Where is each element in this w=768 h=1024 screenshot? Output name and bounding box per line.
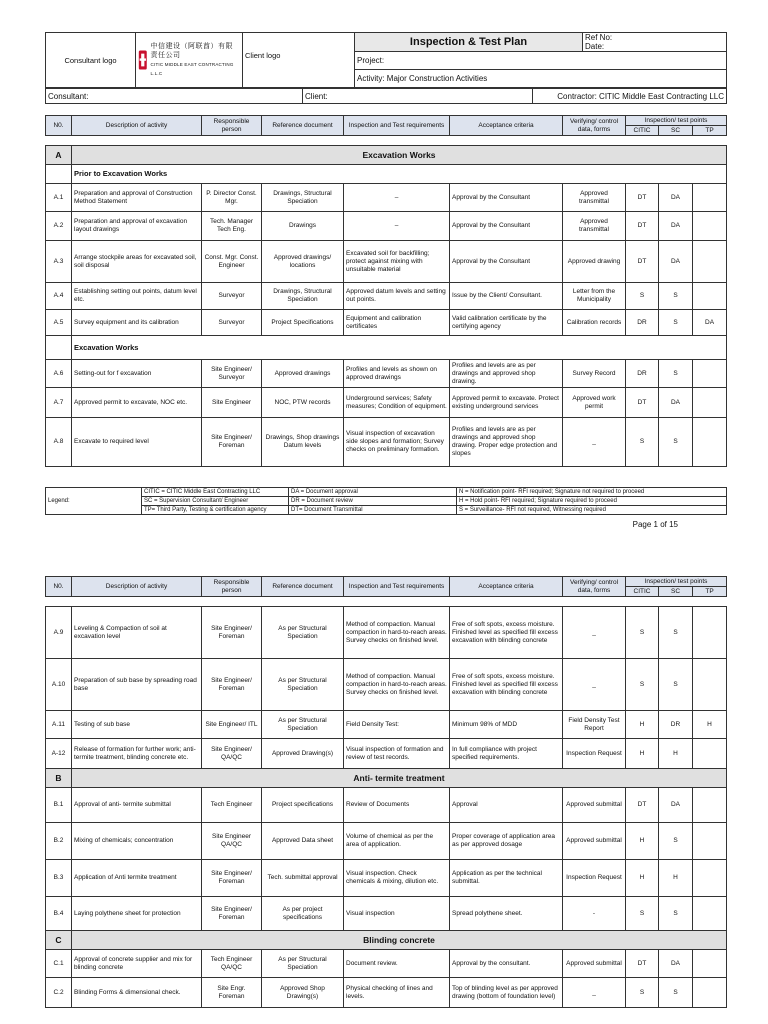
row-insp: Visual inspection. Check chemicals & mixing, dilution etc. bbox=[344, 860, 450, 897]
row-ref: As per Structural Speciation bbox=[262, 607, 344, 659]
table-row bbox=[46, 184, 727, 212]
row-citic: S bbox=[626, 283, 659, 310]
table-row bbox=[46, 823, 727, 860]
row-ref: As per Structural Speciation bbox=[262, 950, 344, 978]
row-desc: Preparation and approval of Construction Method Statement bbox=[72, 184, 202, 212]
row-no: C.1 bbox=[46, 950, 72, 978]
row-no: A.4 bbox=[46, 283, 72, 310]
table-row bbox=[46, 711, 727, 739]
row-ver: Approved transmittal bbox=[563, 184, 626, 212]
legend-item: TP= Third Party, Testing & certification agency bbox=[142, 506, 289, 515]
legend-item: DT= Document Transmittal bbox=[289, 506, 457, 515]
section-code: C bbox=[46, 931, 72, 950]
row-tp bbox=[693, 659, 727, 711]
row-tp bbox=[693, 897, 727, 931]
row-sc: DA bbox=[659, 788, 693, 823]
row-sc: S bbox=[659, 283, 693, 310]
row-no: B.3 bbox=[46, 860, 72, 897]
table-row bbox=[46, 388, 727, 418]
row-citic: H bbox=[626, 823, 659, 860]
row-no: A.2 bbox=[46, 212, 72, 241]
row-ver: Approved submittal bbox=[563, 788, 626, 823]
row-acc: Application as per the technical submittal. bbox=[450, 860, 563, 897]
row-acc: Proper coverage of application area as per approved dosage bbox=[450, 823, 563, 860]
consultant-label: Consultant: bbox=[46, 89, 303, 104]
row-desc: Survey equipment and its calibration bbox=[72, 310, 202, 336]
row-ref: As per project specifications bbox=[262, 897, 344, 931]
row-insp: Method of compaction. Manual compaction in hard-to-reach areas. Survey checks on finished level. bbox=[344, 607, 450, 659]
row-resp: Site Engineer/ Surveyor bbox=[202, 360, 262, 388]
row-ver: Approved submittal bbox=[563, 823, 626, 860]
table-row bbox=[46, 788, 727, 823]
table-row bbox=[46, 310, 727, 336]
row-citic: DT bbox=[626, 788, 659, 823]
col-citic: CITIC bbox=[626, 587, 659, 597]
row-desc: Setting-out for f excavation bbox=[72, 360, 202, 388]
consultant-logo: Consultant logo bbox=[46, 33, 136, 88]
row-sc: S bbox=[659, 418, 693, 467]
row-resp: Site Engineer/ Foreman bbox=[202, 607, 262, 659]
section-code: B bbox=[46, 769, 72, 788]
row-ref: Approved Drawing(s) bbox=[262, 739, 344, 769]
row-resp: Surveyor bbox=[202, 283, 262, 310]
col-inspection: Inspection and Test requirements bbox=[344, 577, 450, 597]
col-responsible: Responsible person bbox=[202, 116, 262, 136]
row-no: B.4 bbox=[46, 897, 72, 931]
row-insp: Document review. bbox=[344, 950, 450, 978]
row-ref: Drawings bbox=[262, 212, 344, 241]
date-label: Date: bbox=[585, 42, 605, 51]
row-citic: S bbox=[626, 659, 659, 711]
row-citic: H bbox=[626, 711, 659, 739]
row-no: A.3 bbox=[46, 241, 72, 283]
row-desc: Laying polythene sheet for protection bbox=[72, 897, 202, 931]
row-acc: Valid calibration certificate by the certifying agency bbox=[450, 310, 563, 336]
row-desc: Leveling & Compaction of soil at excavation level bbox=[72, 607, 202, 659]
row-insp: Method of compaction. Manual compaction in hard-to-reach areas. Survey checks on finished level. bbox=[344, 659, 450, 711]
row-no: A.10 bbox=[46, 659, 72, 711]
col-verifying: Verifying/ control data, forms bbox=[563, 577, 626, 597]
row-desc: Blinding Forms & dimensional check. bbox=[72, 978, 202, 1008]
row-acc: Approval by the consultant. bbox=[450, 950, 563, 978]
row-desc: Testing of sub base bbox=[72, 711, 202, 739]
table-row bbox=[46, 950, 727, 978]
row-citic: DT bbox=[626, 212, 659, 241]
row-ver: Field Density Test Report bbox=[563, 711, 626, 739]
row-no: A.11 bbox=[46, 711, 72, 739]
subsection-row bbox=[46, 336, 727, 360]
row-no: B.2 bbox=[46, 823, 72, 860]
legend-label: Legend: bbox=[46, 488, 142, 515]
citic-logo bbox=[136, 33, 243, 88]
col-responsible: Responsible person bbox=[202, 577, 262, 597]
row-insp: Visual inspection of formation and review of test records. bbox=[344, 739, 450, 769]
itp-table-page1 bbox=[45, 145, 727, 467]
row-tp bbox=[693, 184, 727, 212]
col-tp: TP bbox=[693, 126, 727, 136]
table-row bbox=[46, 739, 727, 769]
subsection-row bbox=[46, 165, 727, 184]
row-insp: Visual inspection of excavation side slopes and formation; Survey checks on preliminary formation. bbox=[344, 418, 450, 467]
row-ref: Approved Shop Drawing(s) bbox=[262, 978, 344, 1008]
row-sc: S bbox=[659, 823, 693, 860]
row-ver: _ bbox=[563, 418, 626, 467]
row-tp bbox=[693, 860, 727, 897]
row-ver: Calibration records bbox=[563, 310, 626, 336]
row-tp bbox=[693, 788, 727, 823]
row-desc: Preparation and approval of excavation layout drawings bbox=[72, 212, 202, 241]
row-insp: Field Density Test: bbox=[344, 711, 450, 739]
row-insp: Equipment and calibration certificates bbox=[344, 310, 450, 336]
row-resp: Const. Mgr. Const. Engineer bbox=[202, 241, 262, 283]
row-sc: DA bbox=[659, 388, 693, 418]
row-tp bbox=[693, 950, 727, 978]
row-resp: Site Engineer/ QA/QC bbox=[202, 739, 262, 769]
row-citic: DR bbox=[626, 310, 659, 336]
row-tp bbox=[693, 607, 727, 659]
row-ref: Tech. submittal approval bbox=[262, 860, 344, 897]
col-sc: SC bbox=[659, 587, 693, 597]
row-citic: S bbox=[626, 897, 659, 931]
row-acc: Free of soft spots, excess moisture. Finished level as specified fill excess excavation with blinding concrete bbox=[450, 607, 563, 659]
row-citic: H bbox=[626, 739, 659, 769]
row-sc: S bbox=[659, 360, 693, 388]
row-desc: Mixing of chemicals; concentration bbox=[72, 823, 202, 860]
row-no: A.9 bbox=[46, 607, 72, 659]
row-no: A-12 bbox=[46, 739, 72, 769]
row-citic: DT bbox=[626, 950, 659, 978]
table-row bbox=[46, 283, 727, 310]
row-tp bbox=[693, 978, 727, 1008]
row-resp: Site Engineer bbox=[202, 388, 262, 418]
row-ver: _ bbox=[563, 659, 626, 711]
row-tp bbox=[693, 212, 727, 241]
row-ref: NOC, PTW records bbox=[262, 388, 344, 418]
row-tp: DA bbox=[693, 310, 727, 336]
company-name-cn: 中信建设（阿联酋）有限责任公司 bbox=[150, 43, 234, 59]
legend-item: CITIC = CITIC Middle East Contracting LLC bbox=[142, 488, 289, 497]
row-sc: DA bbox=[659, 184, 693, 212]
row-acc: Spread polythene sheet. bbox=[450, 897, 563, 931]
legend-item: N = Notification point- RFI required; Signature not required to proceed bbox=[457, 488, 727, 497]
legend-item: DR = Document review bbox=[289, 497, 457, 506]
row-sc: DA bbox=[659, 212, 693, 241]
row-desc: Establishing setting out points, datum level etc. bbox=[72, 283, 202, 310]
row-sc: DR bbox=[659, 711, 693, 739]
row-acc: Profiles and levels are as per drawings and approved shop drawing. bbox=[450, 360, 563, 388]
row-ver: Approved transmittal bbox=[563, 212, 626, 241]
col-points: Inspection/ test points bbox=[626, 577, 727, 587]
row-no: A.7 bbox=[46, 388, 72, 418]
row-resp: Site Engineer QA/QC bbox=[202, 823, 262, 860]
column-header bbox=[45, 115, 727, 136]
row-resp: Site Engineer/ Foreman bbox=[202, 659, 262, 711]
row-ref: Approved drawings/ locations bbox=[262, 241, 344, 283]
col-acceptance: Acceptance criteria bbox=[450, 116, 563, 136]
row-acc: Minimum 98% of MDD bbox=[450, 711, 563, 739]
row-ref: As per Structural Speciation bbox=[262, 711, 344, 739]
col-reference: Reference document bbox=[262, 577, 344, 597]
table-row bbox=[46, 418, 727, 467]
page-title: Inspection & Test Plan bbox=[355, 33, 583, 52]
row-acc: Approval by the Consultant bbox=[450, 212, 563, 241]
row-citic: H bbox=[626, 860, 659, 897]
section-a-row bbox=[46, 146, 727, 165]
col-no: N0. bbox=[46, 577, 72, 597]
citic-logo-icon bbox=[138, 47, 148, 73]
section-title: Anti- termite treatment bbox=[72, 769, 727, 788]
row-insp: Visual inspection bbox=[344, 897, 450, 931]
row-insp: – bbox=[344, 184, 450, 212]
row-ref: Approved Data sheet bbox=[262, 823, 344, 860]
row-acc: In full compliance with project specified requirements. bbox=[450, 739, 563, 769]
col-no: N0. bbox=[46, 116, 72, 136]
row-citic: DT bbox=[626, 241, 659, 283]
row-desc: Release of formation for further work; anti-termite treatment, blinding concrete etc. bbox=[72, 739, 202, 769]
row-resp: Tech. Manager Tech Eng. bbox=[202, 212, 262, 241]
row-no: C.2 bbox=[46, 978, 72, 1008]
ref-no-label: Ref No: bbox=[585, 33, 613, 42]
row-resp: Site Engineer/ ITL bbox=[202, 711, 262, 739]
row-citic: S bbox=[626, 978, 659, 1008]
row-citic: DT bbox=[626, 184, 659, 212]
legend-item: DA = Document approval bbox=[289, 488, 457, 497]
row-ver: - bbox=[563, 897, 626, 931]
subsection-title: Excavation Works bbox=[72, 336, 727, 360]
row-ref: As per Structural Speciation bbox=[262, 659, 344, 711]
col-sc: SC bbox=[659, 126, 693, 136]
itp-table-page2 bbox=[45, 606, 727, 1008]
col-reference: Reference document bbox=[262, 116, 344, 136]
row-ref: Approved drawings bbox=[262, 360, 344, 388]
table-row bbox=[46, 978, 727, 1008]
row-tp bbox=[693, 283, 727, 310]
col-points: Inspection/ test points bbox=[626, 116, 727, 126]
row-desc: Application of Anti termite treatment bbox=[72, 860, 202, 897]
row-citic: DT bbox=[626, 388, 659, 418]
row-ver: Approved drawing bbox=[563, 241, 626, 283]
row-ref: Drawings, Structural Speciation bbox=[262, 184, 344, 212]
legend-item: S = Surveillance- RFI not required, Witnessing required bbox=[457, 506, 727, 515]
table-row bbox=[46, 860, 727, 897]
col-description: Description of activity bbox=[72, 116, 202, 136]
contractor-label: Contractor: CITIC Middle East Contracting LLC bbox=[533, 89, 727, 104]
row-resp: Site Engineer/ Foreman bbox=[202, 897, 262, 931]
row-ref: Drawings, Structural Speciation bbox=[262, 283, 344, 310]
row-desc: Arrange stockpile areas for excavated soil, soil disposal bbox=[72, 241, 202, 283]
col-tp: TP bbox=[693, 587, 727, 597]
table-row bbox=[46, 659, 727, 711]
legend-table bbox=[45, 487, 727, 515]
section-title: Excavation Works bbox=[72, 146, 727, 165]
table-row bbox=[46, 212, 727, 241]
row-ver: Approved work permit bbox=[563, 388, 626, 418]
row-resp: Site Engineer/ Foreman bbox=[202, 418, 262, 467]
row-tp: H bbox=[693, 711, 727, 739]
row-resp: Site Engineer/ Foreman bbox=[202, 860, 262, 897]
row-sc: S bbox=[659, 310, 693, 336]
row-tp bbox=[693, 739, 727, 769]
row-desc: Approved permit to excavate, NOC etc. bbox=[72, 388, 202, 418]
row-no: B.1 bbox=[46, 788, 72, 823]
row-sc: DA bbox=[659, 241, 693, 283]
row-tp bbox=[693, 241, 727, 283]
row-acc: Issue by the Client/ Consultant. bbox=[450, 283, 563, 310]
section-c-row bbox=[46, 931, 727, 950]
row-no: A.1 bbox=[46, 184, 72, 212]
row-desc: Excavate to required level bbox=[72, 418, 202, 467]
col-citic: CITIC bbox=[626, 126, 659, 136]
row-sc: S bbox=[659, 897, 693, 931]
row-ver: Inspection Request bbox=[563, 860, 626, 897]
row-insp: – bbox=[344, 212, 450, 241]
row-resp: Tech Engineer bbox=[202, 788, 262, 823]
row-tp bbox=[693, 823, 727, 860]
col-inspection: Inspection and Test requirements bbox=[344, 116, 450, 136]
row-insp: Underground services; Safety measures; Condition of equipment. bbox=[344, 388, 450, 418]
subsection-title: Prior to Excavation Works bbox=[72, 165, 727, 184]
row-ref: Project Specifications bbox=[262, 310, 344, 336]
row-insp: Profiles and levels as shown on approved drawings bbox=[344, 360, 450, 388]
header-table bbox=[45, 32, 727, 88]
row-tp bbox=[693, 360, 727, 388]
row-no: A.5 bbox=[46, 310, 72, 336]
row-no: A.6 bbox=[46, 360, 72, 388]
row-citic: S bbox=[626, 607, 659, 659]
client-logo: Client logo bbox=[243, 33, 355, 88]
row-citic: S bbox=[626, 418, 659, 467]
row-sc: S bbox=[659, 607, 693, 659]
legend-item: H = Hold point- RFI required; Signature required to proceed bbox=[457, 497, 727, 506]
col-acceptance: Acceptance criteria bbox=[450, 577, 563, 597]
row-ver: Letter from the Municipality bbox=[563, 283, 626, 310]
row-insp: Volume of chemical as per the area of application. bbox=[344, 823, 450, 860]
row-resp: Tech Engineer QA/QC bbox=[202, 950, 262, 978]
row-acc: Approval by the Consultant bbox=[450, 184, 563, 212]
row-ver: Approved submittal bbox=[563, 950, 626, 978]
row-tp bbox=[693, 418, 727, 467]
project-label: Project: bbox=[355, 52, 727, 70]
table-row bbox=[46, 241, 727, 283]
row-resp: Surveyor bbox=[202, 310, 262, 336]
row-ref: Project specifications bbox=[262, 788, 344, 823]
row-sc: DA bbox=[659, 950, 693, 978]
row-acc: Top of blinding level as per approved drawing (bottom of foundation level) bbox=[450, 978, 563, 1008]
page-number: Page 1 of 15 bbox=[632, 520, 678, 529]
row-acc: Approval by the Consultant bbox=[450, 241, 563, 283]
row-insp: Excavated soil for backfilling; protect against mixing with unsuitable material bbox=[344, 241, 450, 283]
row-resp: P. Director Const. Mgr. bbox=[202, 184, 262, 212]
row-ver: _ bbox=[563, 607, 626, 659]
table-row bbox=[46, 897, 727, 931]
party-table bbox=[45, 88, 727, 104]
row-acc: Approval bbox=[450, 788, 563, 823]
table-row bbox=[46, 360, 727, 388]
row-ref: Drawings, Shop drawings Datum levels bbox=[262, 418, 344, 467]
row-desc: Preparation of sub base by spreading road base bbox=[72, 659, 202, 711]
row-citic: DR bbox=[626, 360, 659, 388]
table-row bbox=[46, 607, 727, 659]
activity-label: Activity: Major Construction Activities bbox=[355, 70, 727, 88]
legend-item: SC = Supervision Consultant/ Engineer bbox=[142, 497, 289, 506]
section-code: A bbox=[46, 146, 72, 165]
row-acc: Free of soft spots, excess moisture. Finished level as specified fill excess excavation with blinding concrete bbox=[450, 659, 563, 711]
column-header bbox=[45, 576, 727, 597]
row-no: A.8 bbox=[46, 418, 72, 467]
row-sc: H bbox=[659, 860, 693, 897]
ref-date-cell bbox=[583, 33, 727, 52]
section-title: Blinding concrete bbox=[72, 931, 727, 950]
row-insp: Review of Documents bbox=[344, 788, 450, 823]
row-resp: Site Engr. Foreman bbox=[202, 978, 262, 1008]
row-ver: _ bbox=[563, 978, 626, 1008]
row-insp: Approved datum levels and setting out points. bbox=[344, 283, 450, 310]
section-b-row bbox=[46, 769, 727, 788]
row-ver: Survey Record bbox=[563, 360, 626, 388]
row-sc: H bbox=[659, 739, 693, 769]
row-acc: Profiles and levels are as per drawings and approved shop drawing. Proper edge protection and slopes bbox=[450, 418, 563, 467]
client-label: Client: bbox=[303, 89, 533, 104]
row-tp bbox=[693, 388, 727, 418]
col-verifying: Verifying/ control data, forms bbox=[563, 116, 626, 136]
row-insp: Physical checking of lines and levels. bbox=[344, 978, 450, 1008]
company-name-en: CITIC MIDDLE EAST CONTRACTING L.L.C bbox=[150, 62, 234, 76]
row-sc: S bbox=[659, 659, 693, 711]
row-acc: Approved permit to excavate. Protect existing underground services bbox=[450, 388, 563, 418]
row-desc: Approval of concrete supplier and mix for blinding concrete bbox=[72, 950, 202, 978]
row-desc: Approval of anti- termite submittal bbox=[72, 788, 202, 823]
row-ver: Inspection Request bbox=[563, 739, 626, 769]
col-description: Description of activity bbox=[72, 577, 202, 597]
row-sc: S bbox=[659, 978, 693, 1008]
